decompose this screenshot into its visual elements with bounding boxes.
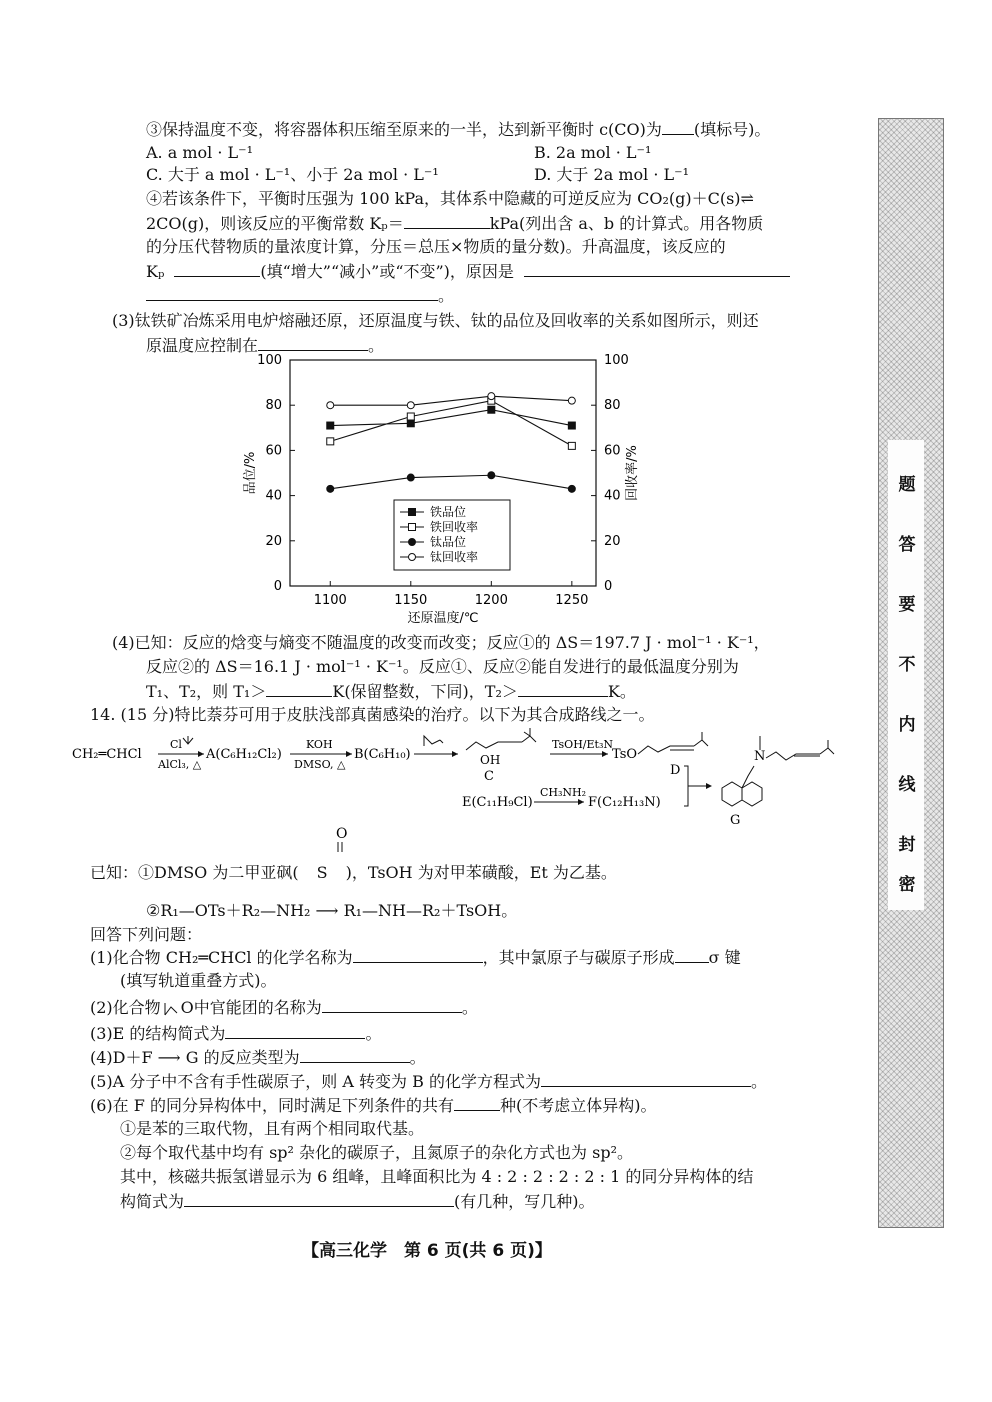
condition-2: DMSO, △ bbox=[294, 758, 346, 771]
hydroxyl-label: OH bbox=[480, 753, 501, 767]
compound-c-label: C bbox=[484, 769, 494, 784]
q13-part3b-line2: 原温度应控制在 。 bbox=[146, 336, 385, 355]
page-footer: 【高三化学 第 6 页(共 6 页)】 bbox=[302, 1241, 552, 1261]
q13-part3b-line1: (3)钛铁矿冶炼采用电炉熔融还原，还原温度与铁、钛的品位及回收率的关系如图所示，则还 bbox=[112, 311, 759, 330]
legend-marker bbox=[409, 539, 416, 546]
legend-label: 钛品位 bbox=[430, 535, 467, 549]
legend-label: 铁品位 bbox=[430, 505, 467, 519]
series-2-point bbox=[327, 438, 334, 445]
reason-blank[interactable] bbox=[524, 260, 790, 277]
compound-f: F(C₁₂H₁₃N) bbox=[588, 795, 661, 810]
arrow-4-head bbox=[602, 751, 608, 757]
compound-d-label: D bbox=[670, 763, 681, 778]
kp-change-blank[interactable] bbox=[174, 260, 260, 277]
t1-blank[interactable] bbox=[266, 680, 332, 697]
right-tick-label: 60 bbox=[604, 443, 621, 459]
q14-2: (2)化合物 O中官能团的名称为 。 bbox=[90, 998, 478, 1017]
condition-2: ②每个取代基中均有 sp² 杂化的碳原子，且氮原子的杂化方式也为 sp²。 bbox=[120, 1143, 633, 1162]
series-1-point bbox=[407, 420, 414, 427]
arrow-5-head bbox=[578, 799, 584, 805]
y-axis-label-right: 回收率/% bbox=[625, 445, 640, 501]
legend-marker bbox=[409, 524, 416, 531]
x-tick-label: 1150 bbox=[394, 593, 428, 608]
compound-c-structure bbox=[466, 728, 536, 750]
q13-part4-line2: 2CO(g)，则该反应的平衡常数 Kₚ＝ kPa(列出含 a、b 的计算式。用各物质 bbox=[146, 214, 764, 233]
answer-blank[interactable] bbox=[662, 118, 694, 135]
synthesis-route bbox=[0, 726, 880, 830]
synthesis-svg bbox=[0, 726, 880, 826]
left-tick-label: 40 bbox=[265, 488, 282, 504]
isomer-structure-blank[interactable] bbox=[184, 1190, 454, 1207]
x-tick-label: 1200 bbox=[474, 593, 508, 608]
left-tick-label: 20 bbox=[265, 533, 282, 549]
left-tick-label: 60 bbox=[265, 443, 282, 459]
q13-part3: ③保持温度不变，将容器体积压缩至原来的一半，达到新平衡时 c(CO)为 (填标号)。 bbox=[146, 120, 771, 139]
legend-label: 钛回收率 bbox=[430, 550, 479, 564]
q14-1-line1: (1)化合物 CH₂═CHCl 的化学名称为 ，其中氯原子与碳原子形成 σ 键 bbox=[90, 948, 741, 967]
left-tick-label: 80 bbox=[265, 398, 282, 414]
acrolein-icon bbox=[161, 1001, 181, 1017]
kp-blank[interactable] bbox=[404, 212, 490, 229]
compound-g-label: G bbox=[730, 813, 741, 826]
overlap-blank[interactable] bbox=[675, 946, 709, 963]
q13-part4b-line1: (4)已知：反应的焓变与熵变不随温度的改变而改变；反应①的 ΔS＝197.7 J · mol⁻¹ · K⁻¹， bbox=[112, 633, 770, 652]
x-tick-label: 1100 bbox=[313, 593, 347, 608]
functional-group-blank[interactable] bbox=[322, 996, 462, 1013]
chem-name-blank[interactable] bbox=[353, 946, 483, 963]
left-tick-label: 100 bbox=[257, 353, 282, 368]
compound-g-structure bbox=[760, 736, 834, 760]
isomer-count-blank[interactable] bbox=[454, 1094, 500, 1111]
option-a: A. a mol · L⁻¹ bbox=[146, 143, 254, 162]
q14-heading: 14. (15 分)特比萘芬可用于皮肤浅部真菌感染的治疗。以下为其合成路线之一。 bbox=[90, 705, 655, 724]
right-tick-label: 100 bbox=[604, 353, 629, 368]
series-2-point bbox=[407, 413, 414, 420]
margin-char-8: 密 bbox=[898, 875, 916, 895]
legend-label: 铁回收率 bbox=[430, 520, 479, 534]
series-1-point bbox=[327, 422, 334, 429]
q13-part4-line1: ④若该条件下，平衡时压强为 100 kPa，其体系中隐藏的可逆反应为 CO₂(g)＋C(s)⇌ bbox=[146, 189, 754, 208]
option-b: B. 2a mol · L⁻¹ bbox=[534, 143, 652, 162]
q14-3: (3)E 的结构简式为 。 bbox=[90, 1024, 382, 1043]
q13-part4-line4: Kₚ (填“增大”“减小”或“不变”)，原因是 bbox=[146, 260, 790, 283]
start-material: CH₂═CHCl bbox=[72, 747, 142, 762]
naphthalene-ring bbox=[722, 766, 762, 806]
q13-part4b-line3: T₁、T₂，则 T₁＞ K(保留整数，下同)，T₂＞ K。 bbox=[146, 682, 636, 701]
series-3-point bbox=[327, 485, 334, 492]
reagent-1: Cl bbox=[170, 738, 182, 751]
compound-d-structure bbox=[638, 732, 708, 754]
series-2-point bbox=[568, 442, 575, 449]
series-4-point bbox=[407, 402, 414, 409]
q13-part4b-line2: 反应②的 ΔS＝16.1 J · mol⁻¹ · K⁻¹。反应①、反应②能自发进行的最低温度分别为 bbox=[146, 657, 739, 676]
series-line-2 bbox=[330, 401, 572, 446]
right-tick-label: 20 bbox=[604, 533, 621, 549]
known-1: 已知：①DMSO 为二甲亚砜( S )，TsOH 为对甲苯磺酸，Et 为乙基。 bbox=[90, 863, 617, 882]
margin-char-2: 答 bbox=[898, 535, 916, 555]
q14-5: (5)A 分子中不含有手性碳原子，则 A 转变为 B 的化学方程式为 。 bbox=[90, 1072, 767, 1091]
margin-char-1: 题 bbox=[898, 475, 916, 495]
margin-char-7: 封 bbox=[898, 835, 916, 855]
left-tick-label: 0 bbox=[273, 579, 282, 594]
arrow-2-head bbox=[346, 751, 352, 757]
y-axis-label-left: 品位/% bbox=[243, 451, 258, 495]
margin-char-3: 要 bbox=[898, 595, 916, 615]
option-d: D. 大于 2a mol · L⁻¹ bbox=[534, 165, 689, 184]
series-3-point bbox=[488, 472, 495, 479]
right-tick-label: 0 bbox=[604, 579, 613, 594]
condition-1: AlCl₃, △ bbox=[158, 758, 202, 771]
dmso-structure bbox=[0, 822, 400, 856]
q14-6: (6)在 F 的同分异构体中，同时满足下列条件的共有 种(不考虑立体异构)。 bbox=[90, 1096, 657, 1115]
compound-e: E(C₁₁H₉Cl) bbox=[462, 795, 533, 810]
e-structure-blank[interactable] bbox=[225, 1022, 365, 1039]
right-tick-label: 80 bbox=[604, 398, 621, 414]
sulfur-label: S bbox=[316, 863, 328, 882]
arrow-3-head bbox=[452, 751, 458, 757]
q13-part4-line3: 的分压代替物质的量浓度计算，分压＝总压×物质的量分数)。升高温度，该反应的 bbox=[146, 237, 726, 256]
series-line-4 bbox=[330, 396, 572, 405]
margin-char-5: 内 bbox=[898, 715, 916, 735]
condition-4: 构简式为 (有几种，写几种)。 bbox=[120, 1192, 595, 1211]
acrolein-structure bbox=[424, 736, 443, 746]
compound-b: B(C₆H₁₀) bbox=[354, 747, 411, 762]
q13-part4-line5: 。 bbox=[146, 284, 454, 307]
series-4-point bbox=[488, 393, 495, 400]
arrow-6-head bbox=[706, 783, 712, 789]
reaction-type-blank[interactable] bbox=[300, 1046, 410, 1063]
right-tick-label: 40 bbox=[604, 488, 621, 504]
answer-heading: 回答下列问题： bbox=[90, 925, 203, 944]
line-chart bbox=[232, 350, 652, 634]
series-line-1 bbox=[330, 410, 572, 426]
margin-char-4: 不 bbox=[898, 655, 916, 675]
dmso-svg bbox=[0, 822, 400, 852]
tbu-fragment bbox=[183, 736, 193, 744]
reagent-4: TsOH/Et₃N bbox=[552, 738, 613, 751]
series-line-3 bbox=[330, 475, 572, 489]
condition-3: 其中，核磁共振氢谱显示为 6 组峰，且峰面积比为 4 : 2 : 2 : 2 : 2 : 1 的同分异构体的结 bbox=[120, 1167, 754, 1186]
series-4-point bbox=[327, 402, 334, 409]
dmso-oxygen: O bbox=[336, 826, 348, 842]
temperature-blank[interactable] bbox=[258, 334, 368, 351]
tosylate-label: TsO bbox=[612, 747, 638, 762]
series-4-point bbox=[568, 397, 575, 404]
t2-blank[interactable] bbox=[518, 680, 608, 697]
option-c: C. 大于 a mol · L⁻¹、小于 2a mol · L⁻¹ bbox=[146, 165, 439, 184]
series-1-point bbox=[488, 406, 495, 413]
reagent-2: KOH bbox=[306, 738, 333, 751]
reagent-5: CH₃NH₂ bbox=[540, 786, 587, 799]
arrow-1-head bbox=[198, 751, 204, 757]
condition-1: ①是苯的三取代物，且有两个相同取代基。 bbox=[120, 1119, 425, 1138]
series-3-point bbox=[407, 474, 414, 481]
q14-1-line2: (填写轨道重叠方式)。 bbox=[120, 971, 277, 990]
legend-marker bbox=[409, 554, 416, 561]
x-tick-label: 1250 bbox=[555, 593, 589, 608]
legend-marker bbox=[409, 509, 416, 516]
q14-4: (4)D＋F ⟶ G 的反应类型为 。 bbox=[90, 1048, 426, 1067]
chart-svg bbox=[232, 350, 652, 630]
equation-blank[interactable] bbox=[541, 1070, 751, 1087]
series-1-point bbox=[568, 422, 575, 429]
nitrogen-label: N bbox=[754, 749, 766, 764]
x-axis-label: 还原温度/℃ bbox=[407, 611, 479, 626]
known-2: ②R₁—OTs＋R₂—NH₂ ⟶ R₁—NH—R₂＋TsOH。 bbox=[146, 901, 518, 920]
margin-char-6: 线 bbox=[898, 775, 916, 795]
reason-blank-cont[interactable] bbox=[146, 284, 438, 301]
series-3-point bbox=[568, 485, 575, 492]
compound-a: A(C₆H₁₂Cl₂) bbox=[206, 747, 282, 762]
